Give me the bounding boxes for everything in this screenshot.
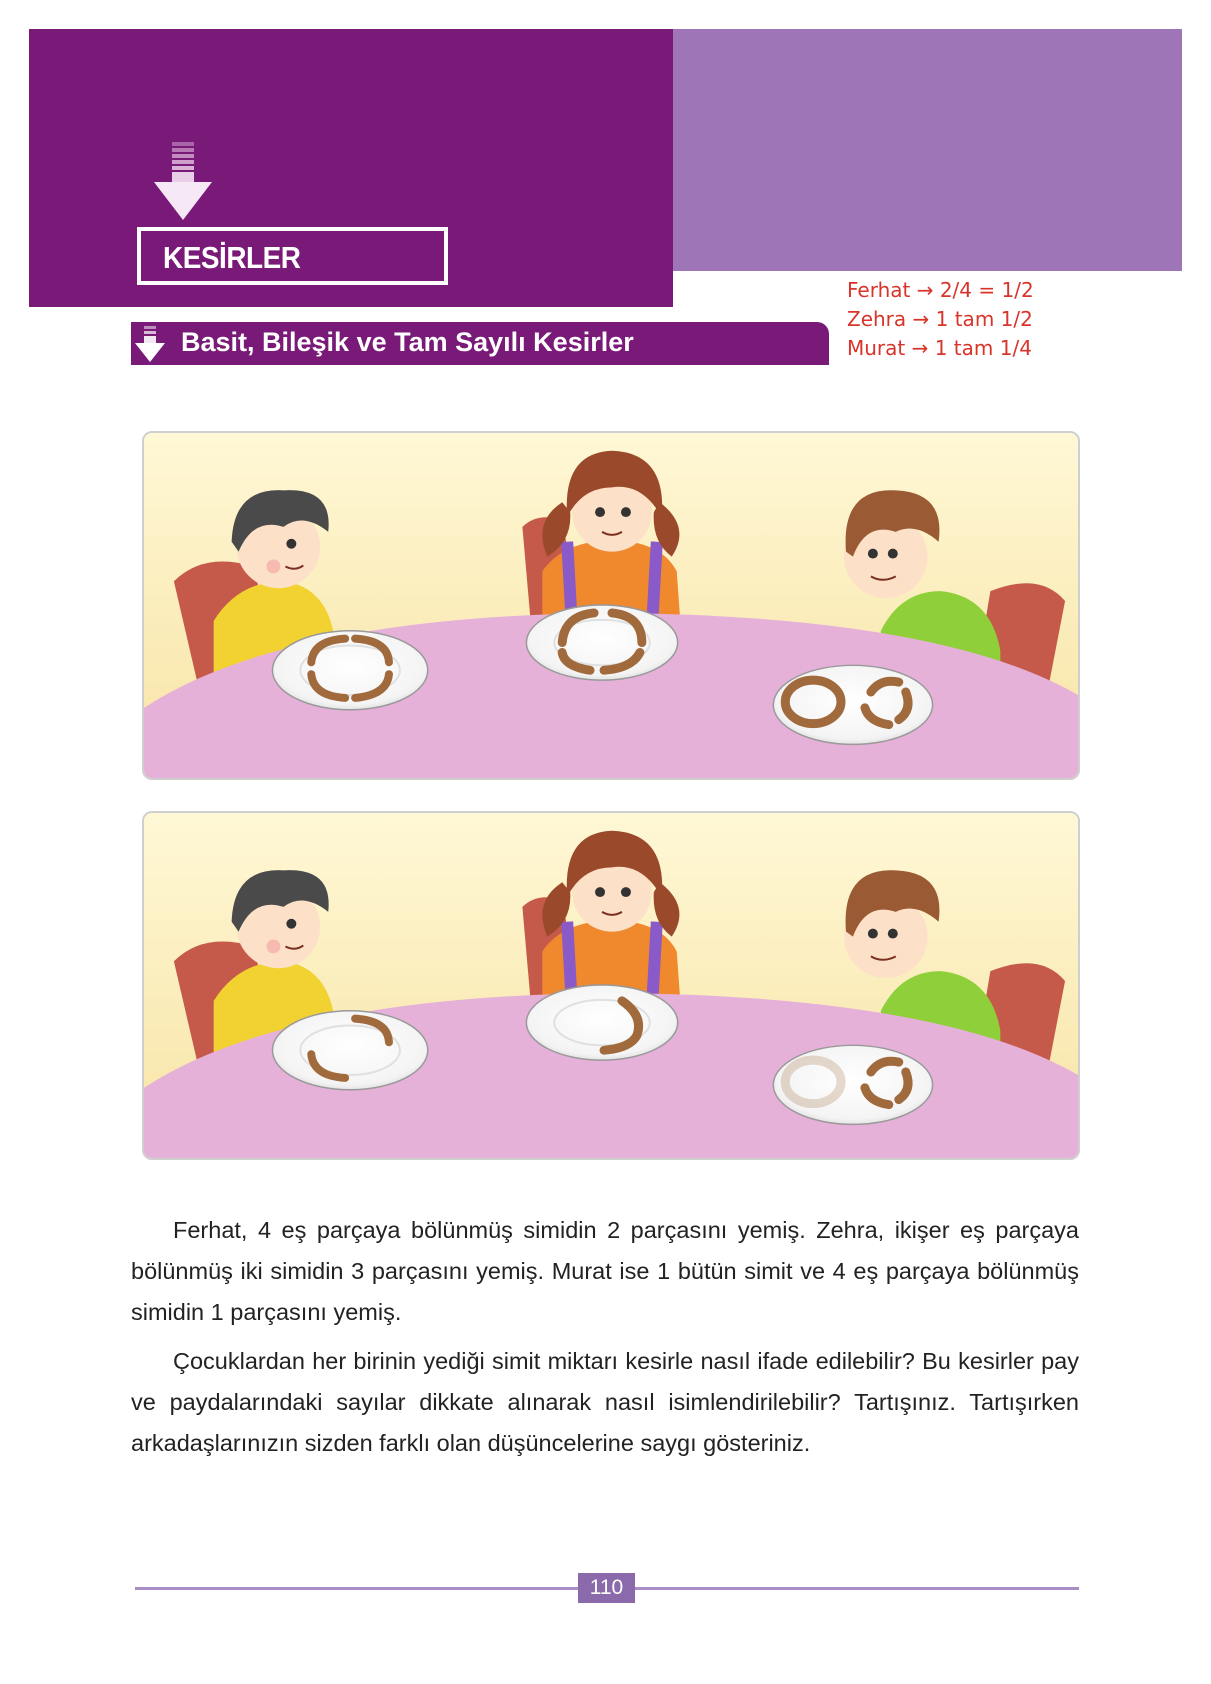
annotation-ferhat: Ferhat → 2/4 = 1/2 bbox=[847, 278, 1034, 302]
chapter-title-box bbox=[137, 227, 448, 285]
down-arrow-icon bbox=[150, 142, 216, 222]
section-arrow-icon bbox=[131, 322, 169, 365]
paragraph-1: Ferhat, 4 eş parçaya bölünmüş simidin 2 parçasını yemiş. Zehra, ikişer eş parçaya bölünmüş iki simidin 3 parçasını yemiş. Murat ise 1 bütün simit ve 4 eş parçaya bölünmüş simidin 1 parçasını yemiş. bbox=[131, 1217, 1079, 1325]
page-number: 110 bbox=[578, 1573, 635, 1603]
annotation-zehra: Zehra → 1 tam 1/2 bbox=[847, 307, 1033, 331]
handwritten-annotations bbox=[847, 276, 1034, 363]
annotation-murat: Murat → 1 tam 1/4 bbox=[847, 336, 1032, 360]
section-title-bar bbox=[131, 322, 829, 365]
body-text bbox=[131, 1210, 1079, 1472]
section-title: Basit, Bileşik ve Tam Sayılı Kesirler bbox=[181, 327, 634, 357]
children-table-before-illustration bbox=[142, 431, 1080, 780]
chapter-title: KESİRLER bbox=[163, 240, 301, 275]
header-light-band bbox=[673, 29, 1182, 271]
paragraph-2: Çocuklardan her birinin yediği simit miktarı kesirle nasıl ifade edilebilir? Bu kesirler pay ve paydalarındaki sayılar dikkate alınarak nasıl isimlendirilebilir? Tartışınız. Tartışırken arkadaşlarınızın sizden farklı olan düşüncelerine saygı gösteriniz. bbox=[131, 1348, 1079, 1456]
children-table-after-illustration bbox=[142, 811, 1080, 1160]
